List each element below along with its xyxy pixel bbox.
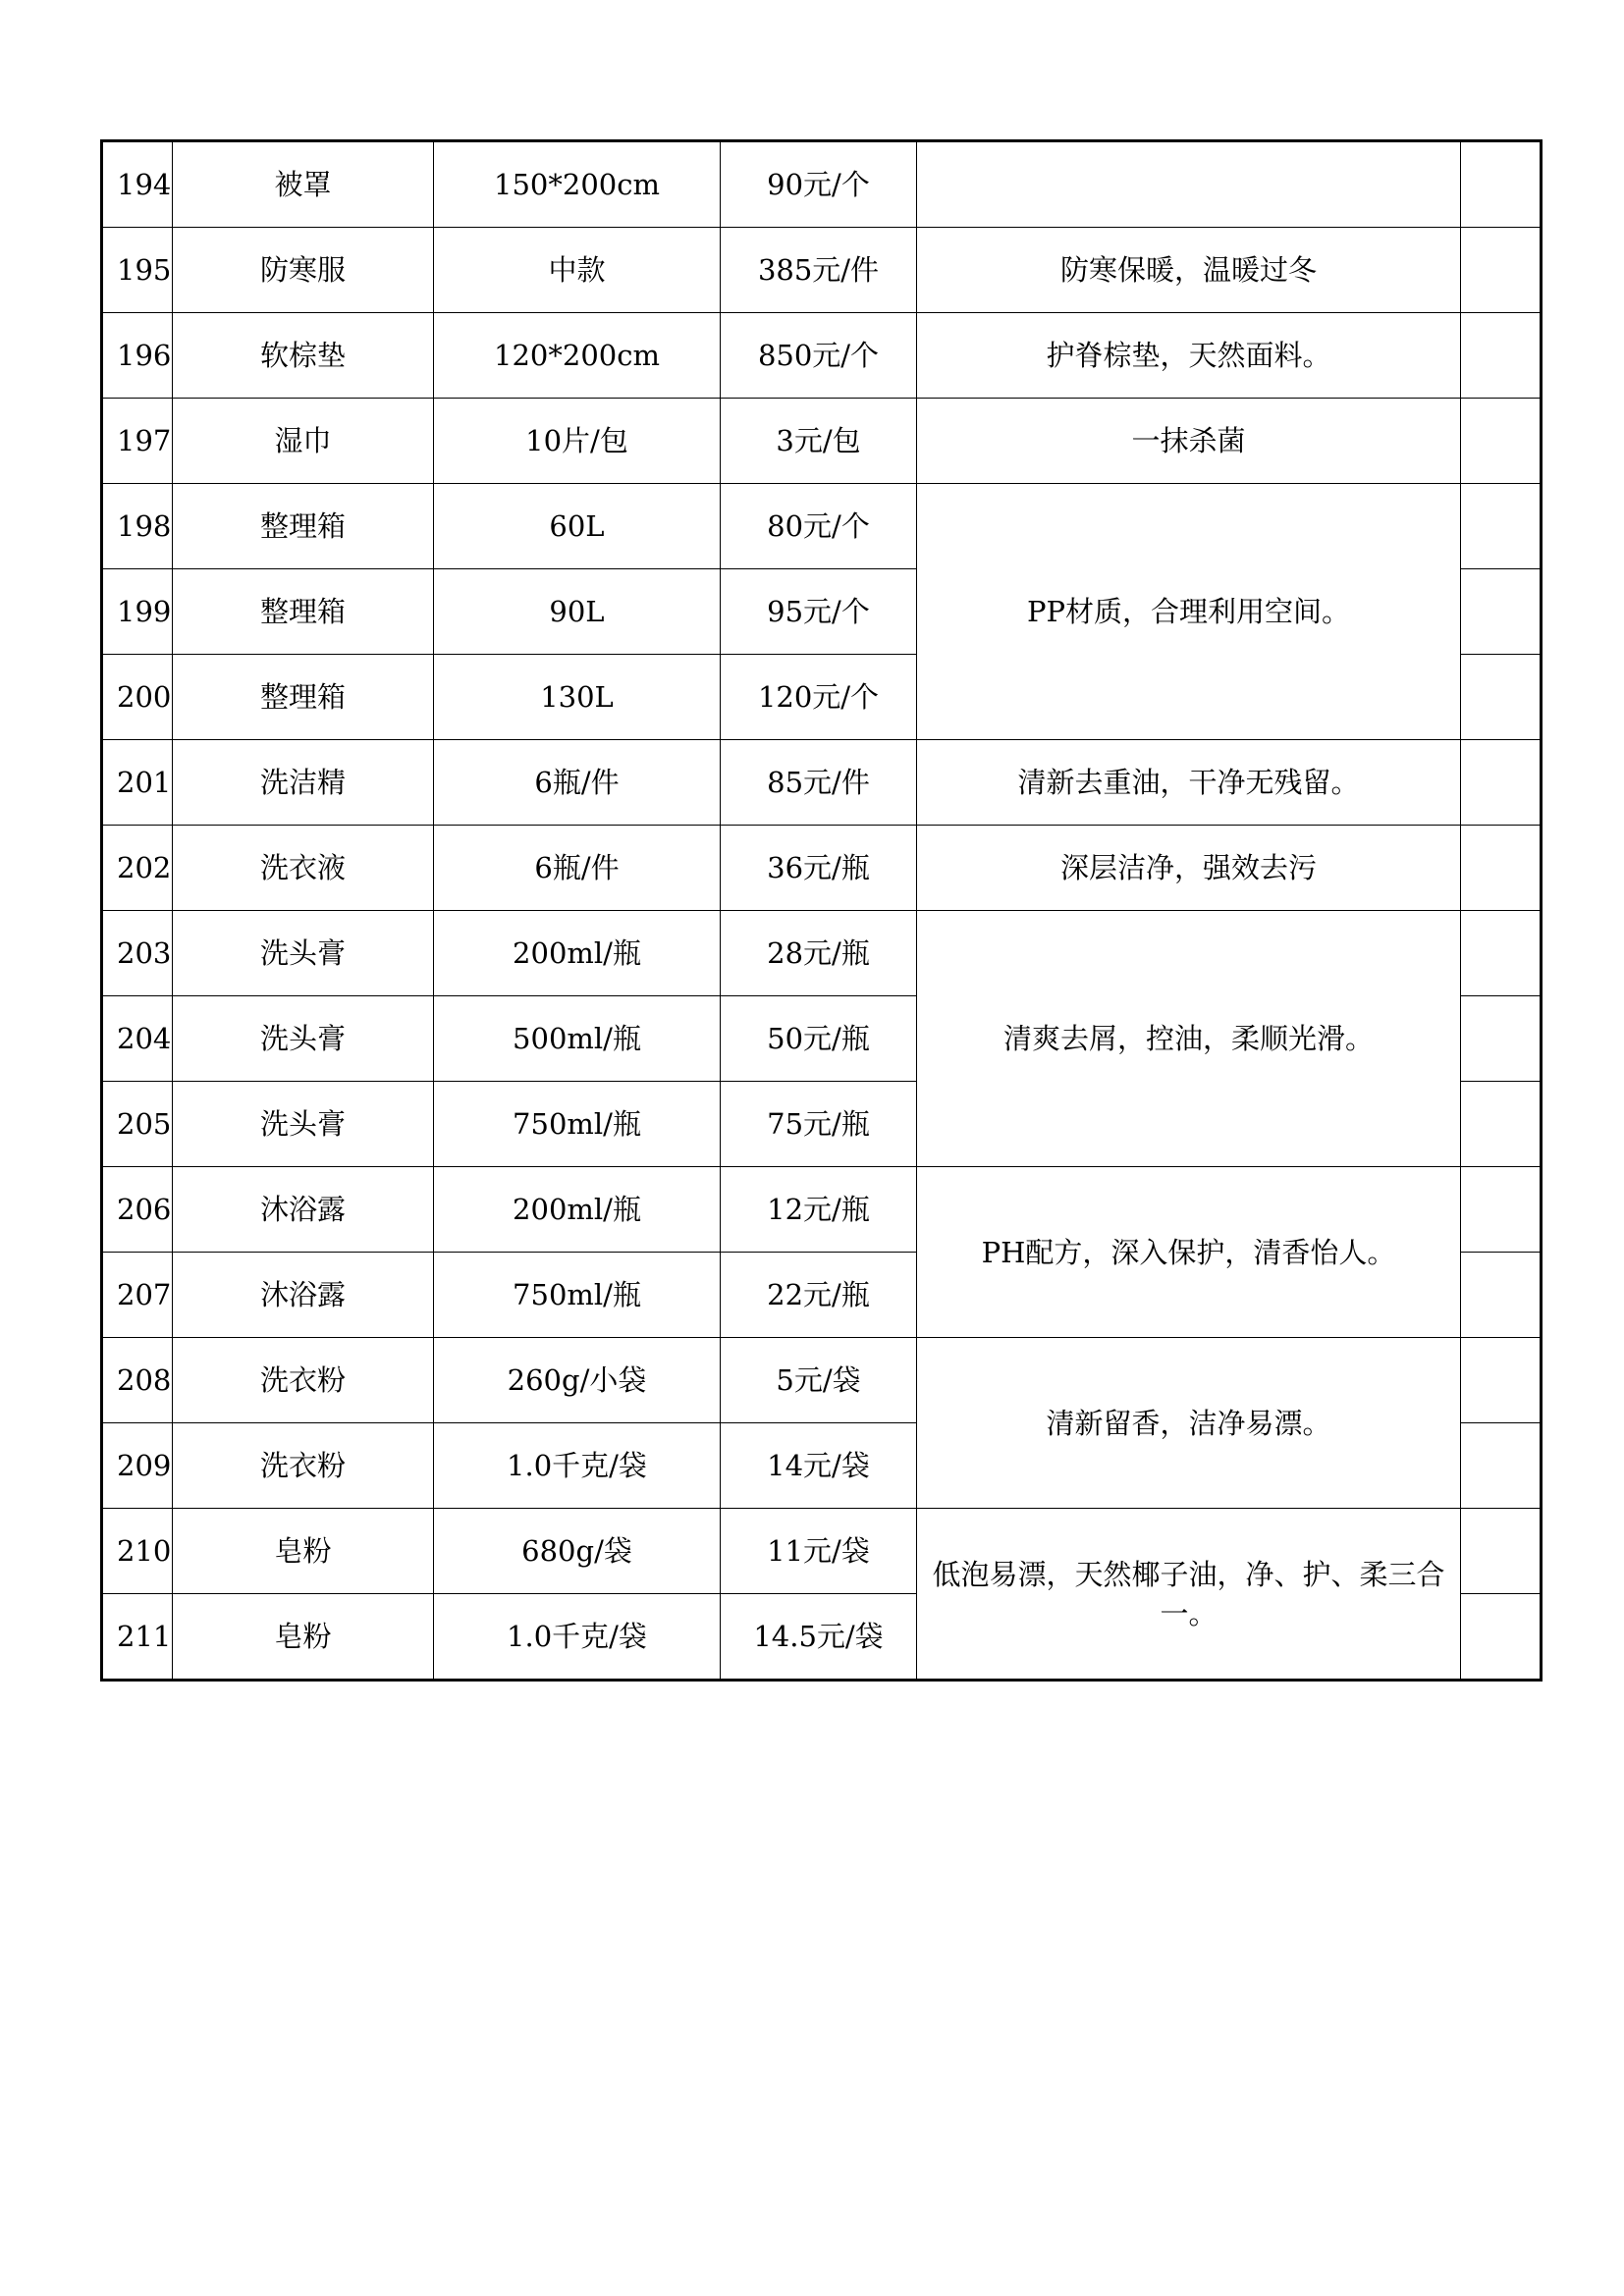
product-spec: 200ml/瓶 (434, 911, 721, 996)
product-price: 14元/袋 (721, 1423, 917, 1509)
row-number: 198 (102, 484, 173, 569)
product-name: 皂粉 (173, 1509, 434, 1594)
table-row (102, 1167, 1542, 1253)
table-row (102, 740, 1542, 826)
row-number: 207 (102, 1253, 173, 1338)
table-row (102, 141, 1542, 228)
product-price: 385元/件 (721, 228, 917, 313)
product-name: 整理箱 (173, 655, 434, 740)
row-number: 199 (102, 569, 173, 655)
blank-cell (1461, 569, 1542, 655)
product-spec: 750ml/瓶 (434, 1082, 721, 1167)
blank-cell (1461, 1509, 1542, 1594)
row-number: 194 (102, 141, 173, 228)
table-row (102, 1338, 1542, 1423)
table-row (102, 399, 1542, 484)
product-price: 3元/包 (721, 399, 917, 484)
product-price: 36元/瓶 (721, 826, 917, 911)
product-price: 95元/个 (721, 569, 917, 655)
product-spec: 200ml/瓶 (434, 1167, 721, 1253)
table-row (102, 313, 1542, 399)
row-number: 206 (102, 1167, 173, 1253)
product-name: 洗头膏 (173, 996, 434, 1082)
table-row (102, 228, 1542, 313)
product-description: 防寒保暖，温暖过冬 (917, 228, 1461, 313)
product-price-table (100, 139, 1543, 1682)
product-price: 850元/个 (721, 313, 917, 399)
table-row (102, 1509, 1542, 1594)
product-name: 湿巾 (173, 399, 434, 484)
blank-cell (1461, 1423, 1542, 1509)
product-spec: 120*200cm (434, 313, 721, 399)
product-name: 沐浴露 (173, 1253, 434, 1338)
product-spec: 130L (434, 655, 721, 740)
product-price: 12元/瓶 (721, 1167, 917, 1253)
product-spec: 60L (434, 484, 721, 569)
product-description: 清新留香，洁净易漂。 (917, 1338, 1461, 1509)
blank-cell (1461, 1338, 1542, 1423)
product-description: 清新去重油，干净无残留。 (917, 740, 1461, 826)
table-row (102, 911, 1542, 996)
row-number: 197 (102, 399, 173, 484)
blank-cell (1461, 399, 1542, 484)
product-spec: 6瓶/件 (434, 826, 721, 911)
product-price: 22元/瓶 (721, 1253, 917, 1338)
product-price: 120元/个 (721, 655, 917, 740)
product-price: 5元/袋 (721, 1338, 917, 1423)
row-number: 203 (102, 911, 173, 996)
product-description: PP材质，合理利用空间。 (917, 484, 1461, 740)
product-name: 洗衣液 (173, 826, 434, 911)
product-price: 28元/瓶 (721, 911, 917, 996)
product-spec: 10片/包 (434, 399, 721, 484)
blank-cell (1461, 228, 1542, 313)
product-spec: 中款 (434, 228, 721, 313)
product-description: 一抹杀菌 (917, 399, 1461, 484)
row-number: 202 (102, 826, 173, 911)
blank-cell (1461, 313, 1542, 399)
row-number: 208 (102, 1338, 173, 1423)
table-row (102, 826, 1542, 911)
product-price: 80元/个 (721, 484, 917, 569)
product-spec: 750ml/瓶 (434, 1253, 721, 1338)
blank-cell (1461, 826, 1542, 911)
product-name: 洗头膏 (173, 911, 434, 996)
blank-cell (1461, 911, 1542, 996)
product-spec: 6瓶/件 (434, 740, 721, 826)
product-description: 深层洁净，强效去污 (917, 826, 1461, 911)
product-spec: 1.0千克/袋 (434, 1594, 721, 1681)
product-description: 清爽去屑，控油，柔顺光滑。 (917, 911, 1461, 1167)
product-name: 防寒服 (173, 228, 434, 313)
row-number: 204 (102, 996, 173, 1082)
row-number: 211 (102, 1594, 173, 1681)
table-row (102, 484, 1542, 569)
product-price: 85元/件 (721, 740, 917, 826)
product-name: 被罩 (173, 141, 434, 228)
row-number: 195 (102, 228, 173, 313)
blank-cell (1461, 1594, 1542, 1681)
row-number: 200 (102, 655, 173, 740)
blank-cell (1461, 1167, 1542, 1253)
blank-cell (1461, 740, 1542, 826)
product-price: 14.5元/袋 (721, 1594, 917, 1681)
product-name: 洗洁精 (173, 740, 434, 826)
product-spec: 1.0千克/袋 (434, 1423, 721, 1509)
product-name: 洗头膏 (173, 1082, 434, 1167)
product-name: 整理箱 (173, 484, 434, 569)
product-description: 护脊棕垫，天然面料。 (917, 313, 1461, 399)
product-price: 90元/个 (721, 141, 917, 228)
blank-cell (1461, 141, 1542, 228)
row-number: 196 (102, 313, 173, 399)
row-number: 201 (102, 740, 173, 826)
product-description: PH配方，深入保护，清香怡人。 (917, 1167, 1461, 1338)
product-name: 洗衣粉 (173, 1423, 434, 1509)
blank-cell (1461, 484, 1542, 569)
product-spec: 90L (434, 569, 721, 655)
product-name: 洗衣粉 (173, 1338, 434, 1423)
product-spec: 150*200cm (434, 141, 721, 228)
row-number: 209 (102, 1423, 173, 1509)
blank-cell (1461, 1253, 1542, 1338)
product-description (917, 141, 1461, 228)
product-price: 50元/瓶 (721, 996, 917, 1082)
blank-cell (1461, 996, 1542, 1082)
product-spec: 500ml/瓶 (434, 996, 721, 1082)
product-price: 75元/瓶 (721, 1082, 917, 1167)
product-name: 软棕垫 (173, 313, 434, 399)
product-price: 11元/袋 (721, 1509, 917, 1594)
row-number: 210 (102, 1509, 173, 1594)
product-name: 皂粉 (173, 1594, 434, 1681)
product-spec: 260g/小袋 (434, 1338, 721, 1423)
product-name: 整理箱 (173, 569, 434, 655)
product-name: 沐浴露 (173, 1167, 434, 1253)
product-spec: 680g/袋 (434, 1509, 721, 1594)
product-description: 低泡易漂，天然椰子油，净、护、柔三合一。 (917, 1509, 1461, 1681)
row-number: 205 (102, 1082, 173, 1167)
blank-cell (1461, 1082, 1542, 1167)
blank-cell (1461, 655, 1542, 740)
